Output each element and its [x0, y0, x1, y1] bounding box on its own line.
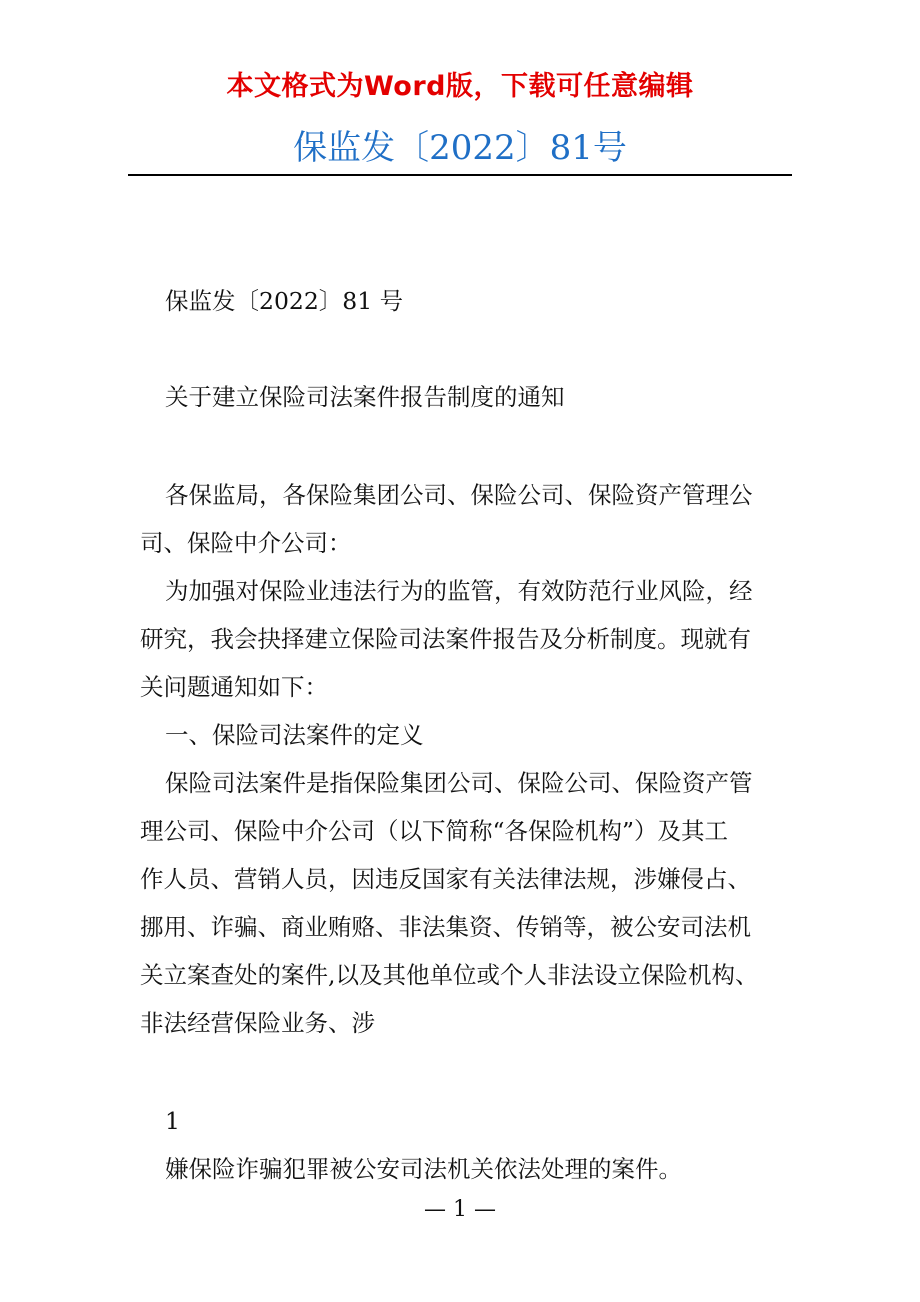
title-divider: [128, 174, 792, 176]
addressee-line-2: 司、保险中介公司：: [140, 529, 352, 557]
document-title: 保监发〔2022〕81号: [293, 128, 627, 168]
section1-line-1: 保险司法案件是指保险集团公司、保险公司、保险资产管: [165, 769, 753, 797]
intro-line-3: 关问题通知如下：: [140, 673, 328, 701]
section1-line-2: 理公司、保险中介公司（以下简称“各保险机构”）及其工: [140, 817, 729, 845]
section1-line-5: 关立案查处的案件,以及其他单位或个人非法设立保险机构、: [140, 961, 759, 989]
intro-line-2: 研究，我会抉择建立保险司法案件报告及分析制度。现就有: [140, 625, 751, 653]
continuation-line: 嫌保险诈骗犯罪被公安司法机关依法处理的案件。: [165, 1155, 682, 1183]
addressee-line-1: 各保监局，各保险集团公司、保险公司、保险资产管理公: [165, 481, 753, 509]
intro-line-1: 为加强对保险业违法行为的监管，有效防范行业风险，经: [165, 577, 753, 605]
section1-heading: 一、保险司法案件的定义: [165, 721, 424, 749]
download-banner: 本文格式为Word版，下载可任意编辑: [226, 71, 694, 102]
page-marker: 1: [165, 1107, 180, 1135]
notice-subject: 关于建立保险司法案件报告制度的通知: [165, 383, 565, 411]
doc-number: 保监发〔2022〕81 号: [165, 287, 404, 315]
section1-line-3: 作人员、营销人员，因违反国家有关法律法规，涉嫌侵占、: [140, 865, 751, 893]
section1-line-4: 挪用、诈骗、商业贿赂、非法集资、传销等，被公安司法机: [140, 913, 751, 941]
section1-line-6: 非法经营保险业务、涉: [140, 1009, 375, 1037]
page-number-footer: — 1 —: [424, 1197, 496, 1222]
